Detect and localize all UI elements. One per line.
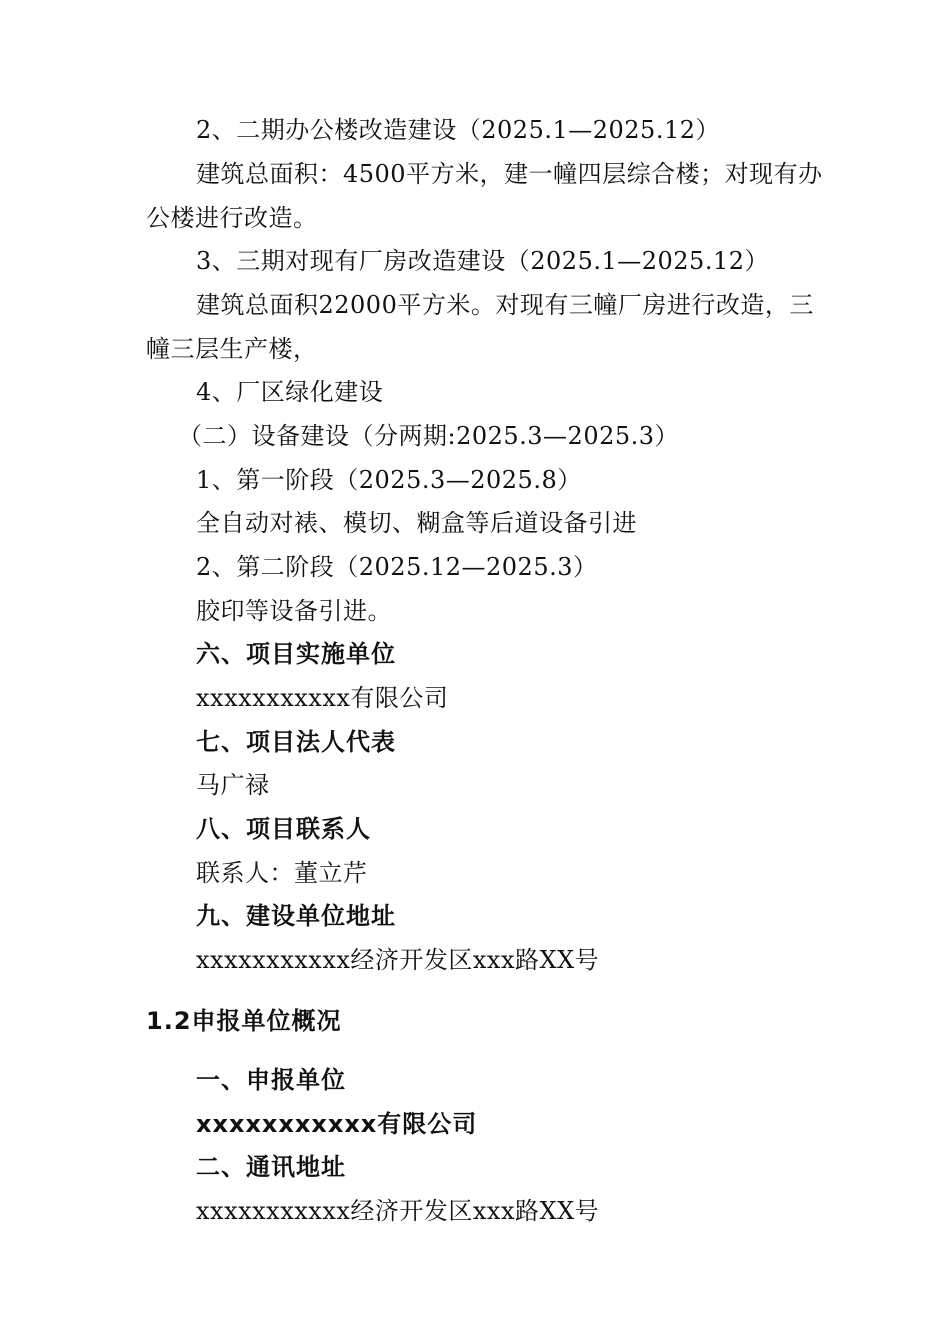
value-applicant: xxxxxxxxxxx有限公司: [196, 1110, 478, 1138]
heading-applicant: 一、申报单位: [196, 1066, 346, 1094]
paragraph-area-office-line2: 公楼进行改造。: [146, 204, 318, 232]
value-address: xxxxxxxxxxx经济开发区xxx路XX号: [196, 946, 600, 974]
paragraph-area-factory-line1: 建筑总面积22000平方米。对现有三幢厂房进行改造，三: [196, 291, 814, 319]
item-phase3-factory: 3、三期对现有厂房改造建设（2025.1—2025.12）: [196, 247, 769, 275]
item-phase2-office: 2、二期办公楼改造建设（2025.1—2025.12）: [196, 116, 720, 144]
value-implementing-unit: xxxxxxxxxxx有限公司: [196, 684, 449, 712]
heading-address: 九、建设单位地址: [196, 902, 396, 930]
heading-implementing-unit: 六、项目实施单位: [196, 640, 396, 668]
item-greening: 4、厂区绿化建设: [196, 378, 384, 406]
section-equipment: （二）设备建设（分两期:2025.3—2025.3）: [178, 422, 680, 450]
paragraph-area-office-line1: 建筑总面积：4500平方米，建一幢四层综合楼；对现有办: [196, 160, 823, 188]
heading-mailing-address: 二、通讯地址: [196, 1153, 346, 1181]
heading-contact: 八、项目联系人: [196, 815, 371, 843]
section-heading-applicant-overview: 1.2申报单位概况: [146, 1007, 342, 1035]
item-stage1: 1、第一阶段（2025.3—2025.8）: [196, 466, 582, 494]
paragraph-stage1: 全自动对裱、模切、糊盒等后道设备引进: [196, 509, 637, 537]
paragraph-stage2: 胶印等设备引进。: [196, 597, 392, 625]
item-stage2: 2、第二阶段（2025.12—2025.3）: [196, 553, 598, 581]
heading-legal-rep: 七、项目法人代表: [196, 728, 396, 756]
value-mailing-address: xxxxxxxxxxx经济开发区xxx路XX号: [196, 1197, 600, 1225]
paragraph-area-factory-line2: 幢三层生产楼，: [146, 335, 318, 363]
value-contact: 联系人：董立芹: [196, 859, 368, 887]
value-legal-rep: 马广禄: [196, 771, 270, 799]
